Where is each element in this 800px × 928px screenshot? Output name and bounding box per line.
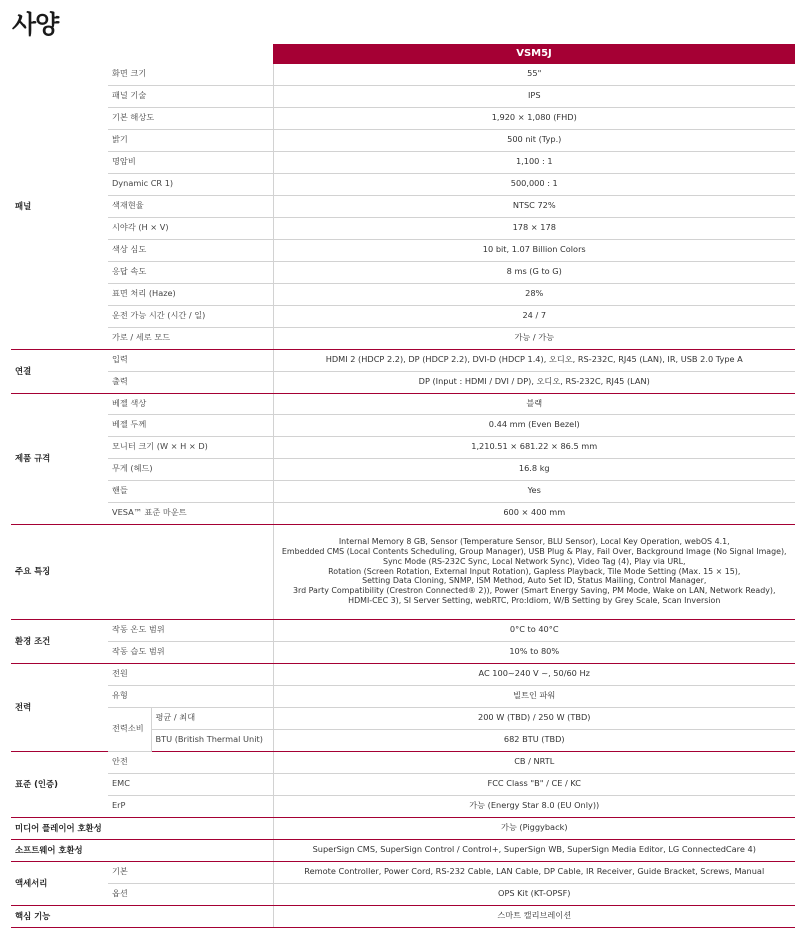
spec-label: 작동 온도 범위 <box>108 619 273 641</box>
spec-value: 0.44 mm (Even Bezel) <box>273 414 795 436</box>
spec-value: 10 bit, 1.07 Billion Colors <box>273 239 795 261</box>
table-row <box>11 619 795 641</box>
spec-value: 28% <box>273 283 795 305</box>
spec-value: 가능 / 가능 <box>273 327 795 349</box>
spec-label: 전력소비 <box>108 707 151 751</box>
feature-line: Internal Memory 8 GB, Sensor (Temperature Sensor, BLU Sensor), Local Key Operation, webOS 4.1, <box>338 537 730 547</box>
spec-value: 10% to 80% <box>273 641 795 663</box>
spec-label: VESA™ 표준 마운트 <box>108 502 273 524</box>
table-row <box>11 861 795 883</box>
spec-value: 600 × 400 mm <box>273 502 795 524</box>
spec-value: OPS Kit (KT-OPSF) <box>273 883 795 905</box>
spec-value: 178 × 178 <box>273 217 795 239</box>
spec-label: 운전 가능 시간 (시간 / 일) <box>108 305 273 327</box>
table-row <box>11 663 795 685</box>
spec-value: Remote Controller, Power Cord, RS-232 Cable, LAN Cable, DP Cable, IR Receiver, Guide Bracket, Screws, Manual <box>273 861 795 883</box>
spec-label: 옵션 <box>108 883 273 905</box>
table-row <box>11 85 795 107</box>
spec-value: 8 ms (G to G) <box>273 261 795 283</box>
table-row <box>11 436 795 458</box>
category-core: 핵심 기능 <box>11 905 273 927</box>
model-name-header: VSM5J <box>273 44 795 64</box>
table-row <box>11 458 795 480</box>
spec-value: 55" <box>273 64 795 85</box>
spec-label: 베젤 색상 <box>108 393 273 414</box>
spec-value: 1,210.51 × 681.22 × 86.5 mm <box>273 436 795 458</box>
spec-value: 500 nit (Typ.) <box>273 129 795 151</box>
category-media-player: 미디어 플레이어 호환성 <box>11 817 273 839</box>
spec-table <box>11 44 795 928</box>
spec-label: 전원 <box>108 663 273 685</box>
spec-value: DP (Input : HDMI / DVI / DP), 오디오, RS-232C, RJ45 (LAN) <box>273 371 795 393</box>
spec-value: 가능 (Energy Star 8.0 (EU Only)) <box>273 795 795 817</box>
spec-label: 입력 <box>108 349 273 371</box>
spec-label: 응답 속도 <box>108 261 273 283</box>
table-row <box>11 261 795 283</box>
spec-value: 빌트인 파워 <box>273 685 795 707</box>
spec-label: 무게 (헤드) <box>108 458 273 480</box>
category-features: 주요 특징 <box>11 524 108 619</box>
spec-value: 682 BTU (TBD) <box>273 729 795 751</box>
spec-label: 유형 <box>108 685 273 707</box>
table-row <box>11 393 795 414</box>
spec-label: 밝기 <box>108 129 273 151</box>
table-row <box>11 217 795 239</box>
spec-value: 0°C to 40°C <box>273 619 795 641</box>
feature-line: HDMI-CEC 3), SI Server Setting, webRTC, Pro:Idiom, W/B Setting by Grey Scale, Scan Inversion <box>348 595 721 605</box>
spec-value: 1,100 : 1 <box>273 151 795 173</box>
category-panel: 패널 <box>11 64 108 349</box>
category-product-spec: 제품 규격 <box>11 393 108 524</box>
table-row <box>11 502 795 524</box>
table-row <box>11 305 795 327</box>
features-value <box>273 524 795 619</box>
feature-line: Sync Mode (RS-232C Sync, Local Network Sync), Video Tag (4), Play via URL, <box>382 556 686 566</box>
feature-line: Setting Data Cloning, SNMP, ISM Method, Auto Set ID, Status Mailing, Control Manager, <box>362 576 707 586</box>
table-row <box>11 107 795 129</box>
table-row <box>11 905 795 927</box>
spec-value: Yes <box>273 480 795 502</box>
table-row <box>11 685 795 707</box>
table-row <box>11 151 795 173</box>
spec-sublabel: 평균 / 최대 <box>151 707 273 729</box>
spec-label: EMC <box>108 773 273 795</box>
table-row <box>11 883 795 905</box>
spec-label: 작동 습도 범위 <box>108 641 273 663</box>
table-row <box>11 129 795 151</box>
spec-value: 16.8 kg <box>273 458 795 480</box>
spec-value: 스마트 캘리브레이션 <box>273 905 795 927</box>
table-row <box>11 371 795 393</box>
feature-line: Embedded CMS (Local Contents Scheduling, Group Manager), USB Plug & Play, Fail Over, Background Image (No Signal Image), <box>281 547 787 556</box>
table-row <box>11 751 795 773</box>
category-accessories: 액세서리 <box>11 861 108 905</box>
spec-label: 기본 <box>108 861 273 883</box>
spec-label: 표면 처리 (Haze) <box>108 283 273 305</box>
spec-label: 베젤 두께 <box>108 414 273 436</box>
category-connectivity: 연결 <box>11 349 108 393</box>
spec-label: 출력 <box>108 371 273 393</box>
spec-value: 블랙 <box>273 393 795 414</box>
spec-value: 가능 (Piggyback) <box>273 817 795 839</box>
spec-value: SuperSign CMS, SuperSign Control / Control+, SuperSign WB, SuperSign Media Editor, LG ConnectedCare 4) <box>273 839 795 861</box>
category-environment: 환경 조건 <box>11 619 108 663</box>
spec-label: 모니터 크기 (W × H × D) <box>108 436 273 458</box>
table-row <box>11 283 795 305</box>
table-row <box>11 195 795 217</box>
spec-value: AC 100~240 V ~, 50/60 Hz <box>273 663 795 685</box>
table-row <box>11 524 795 619</box>
table-row <box>11 480 795 502</box>
table-row <box>11 349 795 371</box>
feature-line: Rotation (Screen Rotation, External Input Rotation), Gapless Playback, Tile Mode Setting (Max. 15 × 15), <box>328 566 741 576</box>
spec-sublabel: BTU (British Thermal Unit) <box>151 729 273 751</box>
category-software: 소프트웨어 호환성 <box>11 839 273 861</box>
spec-value: NTSC 72% <box>273 195 795 217</box>
spec-label: 색재현율 <box>108 195 273 217</box>
table-row <box>11 414 795 436</box>
page-title: 사양 <box>12 10 59 39</box>
spec-label: ErP <box>108 795 273 817</box>
table-row <box>11 795 795 817</box>
spec-label: 색상 심도 <box>108 239 273 261</box>
spec-label: 가로 / 세로 모드 <box>108 327 273 349</box>
spec-label: 기본 해상도 <box>108 107 273 129</box>
table-row <box>11 64 795 85</box>
spec-label: 안전 <box>108 751 273 773</box>
spec-label: Dynamic CR 1) <box>108 173 273 195</box>
spec-value: HDMI 2 (HDCP 2.2), DP (HDCP 2.2), DVI-D (HDCP 1.4), 오디오, RS-232C, RJ45 (LAN), IR, USB 2.0 Type A <box>273 349 795 371</box>
category-power: 전력 <box>11 663 108 751</box>
table-row <box>11 773 795 795</box>
table-row <box>11 707 795 729</box>
spec-value: 500,000 : 1 <box>273 173 795 195</box>
spec-label: 시야각 (H × V) <box>108 217 273 239</box>
table-row <box>11 327 795 349</box>
spec-label: 화면 크기 <box>108 64 273 85</box>
spec-label: 패널 기술 <box>108 85 273 107</box>
spec-value: IPS <box>273 85 795 107</box>
spec-value: CB / NRTL <box>273 751 795 773</box>
spec-label: 핸들 <box>108 480 273 502</box>
table-row <box>11 641 795 663</box>
spec-value: 1,920 × 1,080 (FHD) <box>273 107 795 129</box>
feature-line: 3rd Party Compatibility (Crestron Connected® 2)), Power (Smart Energy Saving, PM Mode, Wake on LAN, Network Ready), <box>293 586 776 596</box>
category-standards: 표준 (인증) <box>11 751 108 817</box>
table-row <box>11 817 795 839</box>
table-row <box>11 173 795 195</box>
spec-value: 24 / 7 <box>273 305 795 327</box>
table-header-row <box>11 44 795 64</box>
spec-value: FCC Class "B" / CE / KC <box>273 773 795 795</box>
table-row <box>11 839 795 861</box>
table-row <box>11 239 795 261</box>
spec-label: 명암비 <box>108 151 273 173</box>
spec-value: 200 W (TBD) / 250 W (TBD) <box>273 707 795 729</box>
